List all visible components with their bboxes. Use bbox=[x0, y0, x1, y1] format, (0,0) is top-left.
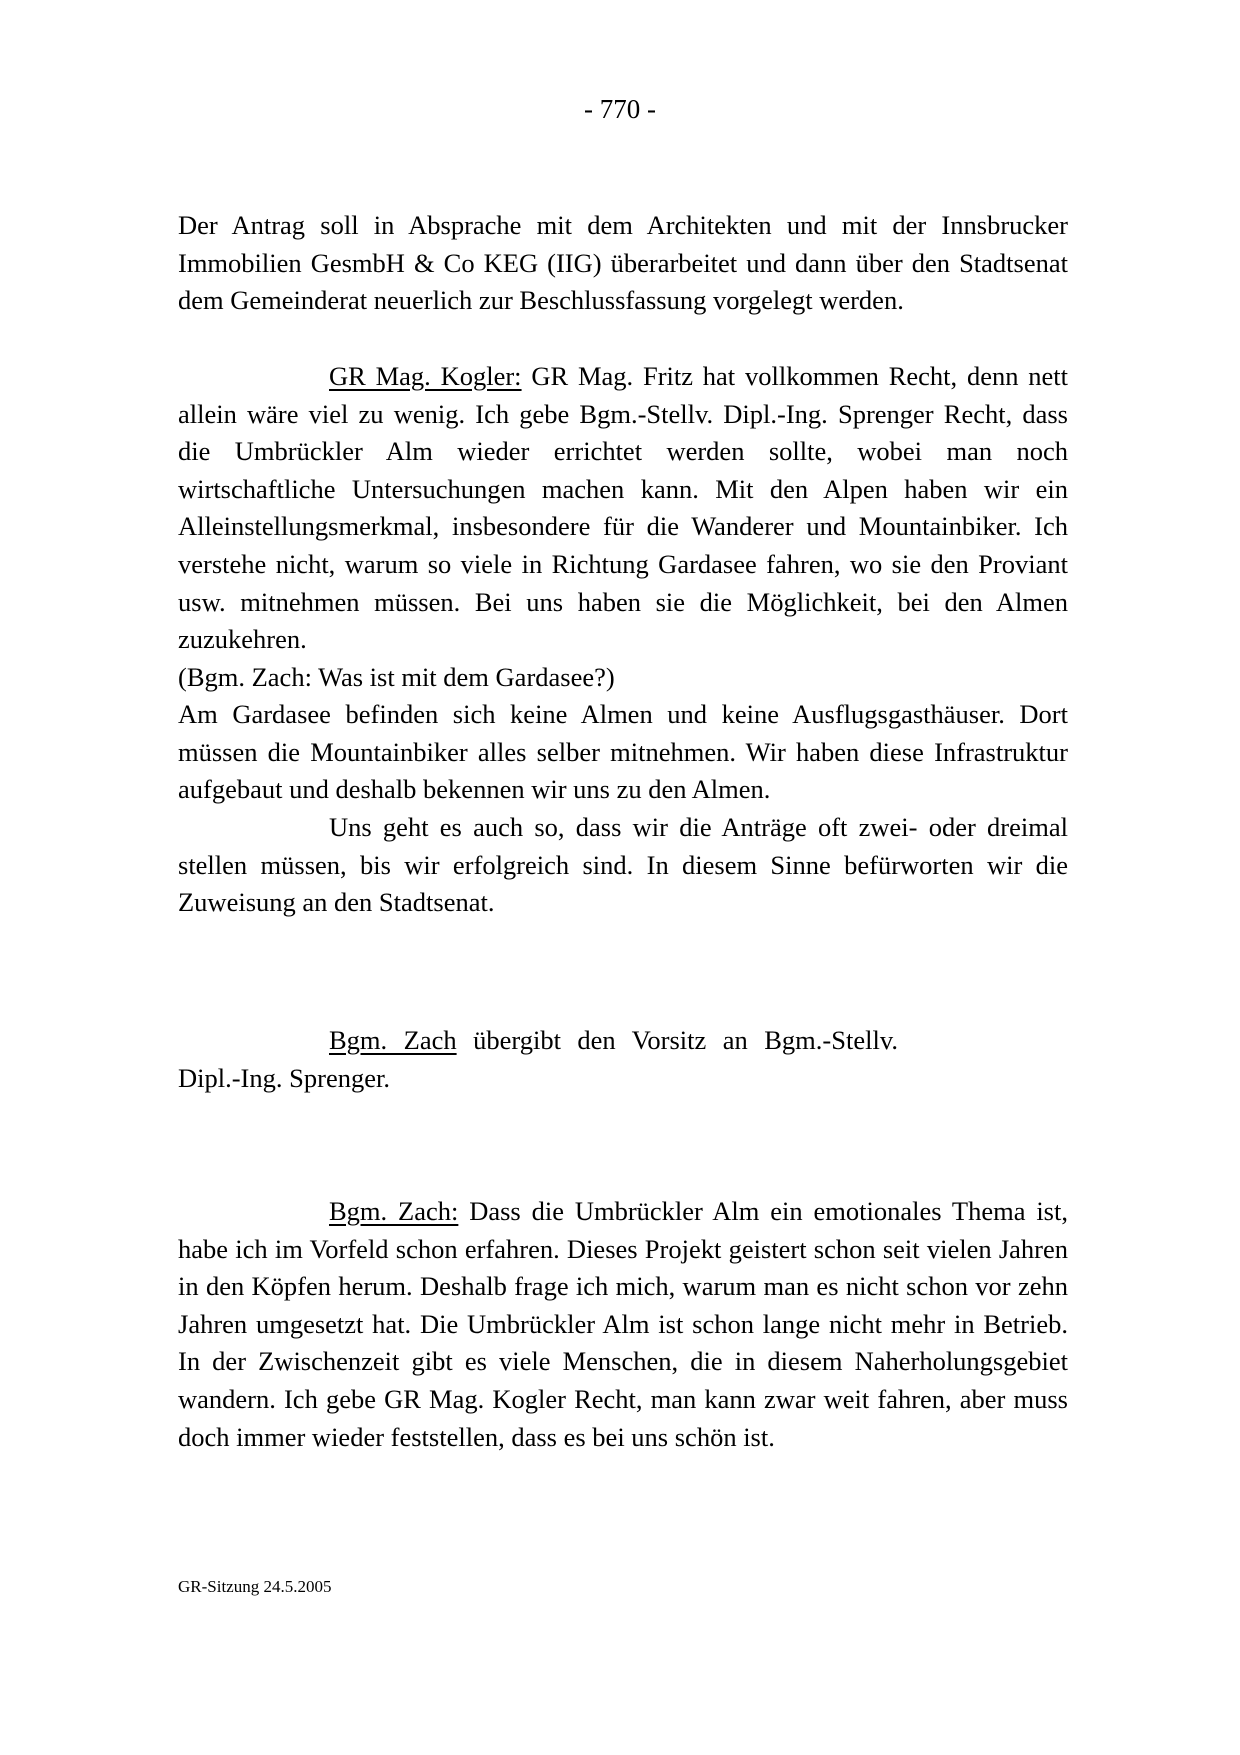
paragraph-text: Dass die Umbrückler Alm ein emotionales Thema ist, habe ich im Vorfeld schon erfahren. Dieses Projekt geistert schon seit vielen Jahren in den Köpfen herum. Deshalb frage ich mich, warum man es nicht schon vor zehn Jahren umgesetzt hat. Die Umbrückler Alm ist schon lange nicht mehr in Betrieb. In der Zwischenzeit gibt es viele Menschen, die in diesem Naherholungsgebiet wandern. Ich gebe GR Mag. Kogler Recht, man kann zwar weit fahren, aber muss doch immer wieder feststellen, dass es bei uns schön ist. bbox=[178, 1196, 1068, 1452]
page-footer: GR-Sitzung 24.5.2005 bbox=[178, 1577, 332, 1596]
paragraph-gardasee bbox=[178, 696, 1068, 809]
paragraph-antrag bbox=[178, 207, 1068, 320]
paragraph-kogler-statement bbox=[178, 358, 1068, 659]
paragraph-text: übergibt den Vorsitz an Bgm.-Stellv. Dipl.-Ing. Sprenger. bbox=[178, 1025, 898, 1093]
paragraph-text: Am Gardasee befinden sich keine Almen und keine Ausflugsgasthäuser. Dort müssen die Mountainbiker alles selber mitnehmen. Wir haben diese Infrastruktur aufgebaut und deshalb bekennen wir uns zu den Almen. bbox=[178, 699, 1068, 805]
paragraph-zach-statement bbox=[178, 1193, 1068, 1456]
paragraph-zuweisung bbox=[178, 809, 1068, 922]
paragraph-text: Der Antrag soll in Absprache mit dem Architekten und mit der Innsbrucker Immobilien GesmbH & Co KEG (IIG) überarbeitet und dann über den Stadtsenat dem Gemeinderat neuerlich zur Beschlussfassung vorgelegt werden. bbox=[178, 210, 1068, 316]
paragraph-vorsitz bbox=[178, 1022, 898, 1097]
speaker-name: GR Mag. Kogler: bbox=[329, 361, 522, 391]
speaker-name: Bgm. Zach: bbox=[329, 1196, 459, 1226]
page-number: - 770 - bbox=[584, 94, 656, 124]
speaker-name: Bgm. Zach bbox=[329, 1025, 457, 1055]
paragraph-text: Uns geht es auch so, dass wir die Anträge oft zwei- oder dreimal stellen müssen, bis wir erfolgreich sind. In diesem Sinne befürworten wir die Zuweisung an den Stadtsenat. bbox=[178, 812, 1068, 918]
interjection bbox=[178, 659, 1068, 697]
paragraph-text: (Bgm. Zach: Was ist mit dem Gardasee?) bbox=[178, 662, 615, 692]
paragraph-text: GR Mag. Fritz hat vollkommen Recht, denn nett allein wäre viel zu wenig. Ich gebe Bgm.-Stellv. Dipl.-Ing. Sprenger Recht, dass die Umbrückler Alm wieder errichtet werden sollte, wobei man noch wirtschaftliche Untersuchungen machen kann. Mit den Alpen haben wir ein Alleinstellungsmerkmal, insbesondere für die Wanderer und Mountainbiker. Ich verstehe nicht, warum so viele in Richtung Gardasee fahren, wo sie den Proviant usw. mitnehmen müssen. Bei uns haben sie die Möglichkeit, bei den Almen zuzukehren. bbox=[178, 361, 1068, 655]
